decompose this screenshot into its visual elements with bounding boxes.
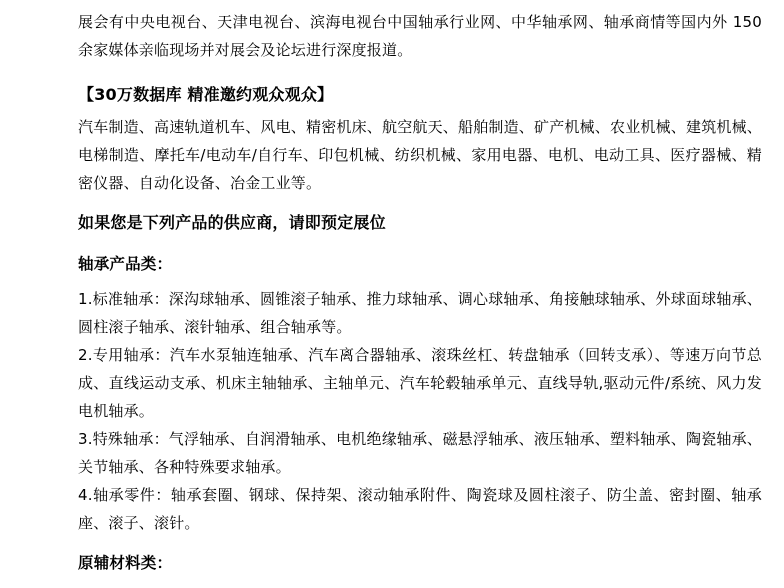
- list-item: 2.专用轴承：汽车水泵轴连轴承、汽车离合器轴承、滚珠丝杠、转盘轴承（回转支承）、等速万向节总成、直线运动支承、机床主轴轴承、主轴单元、汽车轮毂轴承单元、直线导轨,驱动元件/系统、风力发电机轴承。: [78, 346, 762, 420]
- list-item: 1.标准轴承：深沟球轴承、圆锥滚子轴承、推力球轴承、调心球轴承、角接触球轴承、外球面球轴承、圆柱滚子轴承、滚针轴承、组合轴承等。: [78, 290, 762, 336]
- supplier-call-to-action: 如果您是下列产品的供应商，请即预定展位: [78, 213, 386, 232]
- section-database-title: 【30万数据库 精准邀约观众观众】: [78, 85, 334, 104]
- list-item: 4.轴承零件：轴承套圈、钢球、保持架、滚动轴承附件、陶瓷球及圆柱滚子、防尘盖、密封圈、轴承座、滚子、滚针。: [78, 486, 762, 532]
- raw-materials-title: 原辅材料类：: [78, 554, 173, 572]
- spacer: [78, 537, 762, 548]
- intro-paragraph: 展会有中央电视台、天津电视台、滨海电视台中国轴承行业网、中华轴承网、轴承商情等国内外 150 余家媒体亲临现场并对展会及论坛进行深度报道。: [78, 13, 762, 59]
- list-item: 3.特殊轴承：气浮轴承、自润滑轴承、电机绝缘轴承、磁悬浮轴承、液压轴承、塑料轴承、陶瓷轴承、关节轴承、各种特殊要求轴承。: [78, 430, 762, 476]
- section-database-body: 汽车制造、高速轨道机车、风电、精密机床、航空航天、船舶制造、矿产机械、农业机械、建筑机械、电梯制造、摩托车/电动车/自行车、印包机械、纺织机械、家用电器、电机、电动工具、医疗器械、精密仪器、自动化设备、冶金工业等。: [78, 118, 763, 192]
- spacer: [78, 197, 762, 208]
- spacer: [78, 238, 762, 249]
- bearing-products-title: 轴承产品类：: [78, 255, 173, 273]
- spacer: [78, 64, 762, 80]
